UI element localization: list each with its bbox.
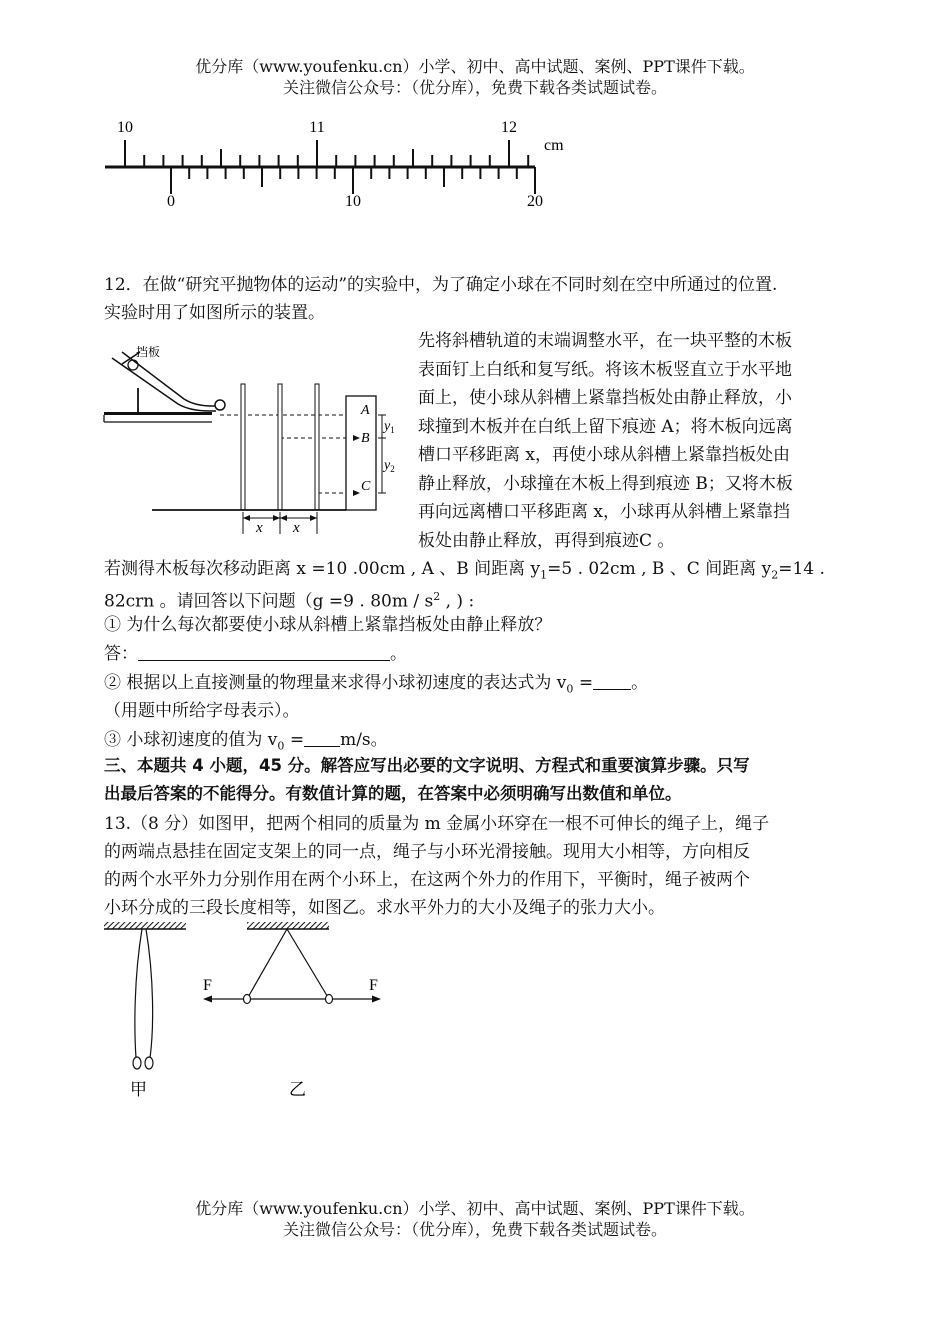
label-yi: 乙 [289, 1080, 306, 1099]
mark-A: A [361, 403, 370, 418]
mark-B: B [361, 431, 370, 446]
q13-line-2: 的两端点悬挂在固定支架上的同一点，绳子与小环光滑接触。现用大小相等，方向相反 [104, 842, 750, 862]
q12-question-1: ① 为什么每次都要使小球从斜槽上紧靠挡板处由静止释放？ [104, 615, 552, 635]
q12-right-1: 先将斜槽轨道的末端调整水平，在一块平整的木板 [418, 331, 792, 351]
label-y1: $y_1$ [384, 419, 395, 435]
header-line-1: 优分库（www.youfenku.cn）小学、初中、高中试题、案例、PPT课件下载。 [195, 57, 755, 76]
answer-blank-2[interactable] [593, 671, 631, 690]
unit-label: cm [544, 137, 564, 154]
q12-measure-1: 若测得木板每次移动距离 x =10 .00cm , A 、B 间距离 $y_1=5$ . 02cm , B 、C 间距离 $y_2=14$ . [104, 559, 825, 582]
vernier-label-10: 10 [345, 193, 361, 210]
q12-measure-2: 82crn 。请回答以下问题（g =9 . $80m / s^2$ , ) : [104, 590, 475, 612]
answer-blank-1[interactable] [138, 642, 390, 661]
q12-right-3: 面上，使小球从斜槽上紧靠挡板处由静止释放，小 [418, 388, 792, 408]
q13-line-4: 小环分成的三段长度相等，如图乙。求水平外力的大小及绳子的张力大小。 [104, 898, 665, 918]
footer-line-1: 优分库（www.youfenku.cn）小学、初中、高中试题、案例、PPT课件下载。 [195, 1199, 755, 1218]
q12-answer-1: 答： 。 [104, 644, 407, 664]
label-jia: 甲 [130, 1080, 147, 1099]
label-x-2: x [293, 520, 300, 536]
vernier-caliper-figure [95, 112, 585, 217]
q12-right-4: 球撞到木板并在白纸上留下痕迹 A；将木板向远离 [418, 416, 793, 437]
header-line-2: 关注微信公众号：（优分库），免费下载各类试题试卷。 [282, 78, 667, 97]
q12-right-6: 静止释放，小球撞在木板上得到痕迹 B；又将木板 [418, 473, 793, 494]
force-label-right: F [369, 977, 378, 994]
q12-right-2: 表面钉上白纸和复写纸。将该木板竖直立于水平地 [418, 359, 792, 380]
figure-yi [195, 918, 390, 1100]
projectile-apparatus-figure [100, 338, 412, 542]
q12-question-2: ② 根据以上直接测量的物理量来求得小球初速度的表达式为 $v_0$ = 。 [104, 673, 649, 696]
main-scale-label-10: 10 [117, 119, 133, 136]
q13-line-1: 13.（8 分）如图甲，把两个相同的质量为 m 金属小环穿在一根不可伸长的绳子上，绳子 [104, 814, 770, 834]
mark-C: C [361, 479, 371, 494]
q12-question-3: ③ 小球初速度的值为 $v_0 = m/s$。 [104, 730, 388, 753]
baffle-label: 挡板 [136, 345, 161, 359]
q12-question-2-note: （用题中所给字母表示）。 [104, 701, 300, 721]
section3-line-2: 出最后答案的不能得分。有数值计算的题，在答案中必须明确写出数值和单位。 [104, 784, 682, 803]
footer-line-2: 关注微信公众号：（优分库），免费下载各类试题试卷。 [282, 1220, 667, 1239]
vernier-label-20: 20 [527, 193, 543, 210]
force-label-left: F [203, 977, 212, 994]
q12-intro-1: 12．在做“研究平抛物体的运动”的实验中，为了确定小球在不同时刻在空中所通过的位置. [104, 275, 778, 295]
label-y2: $y_2$ [384, 458, 395, 474]
vernier-label-0: 0 [167, 193, 175, 210]
q12-right-5: 槽口平移距离 x，再使小球从斜槽上紧靠挡板处由 [418, 445, 790, 465]
figure-jia [100, 918, 192, 1100]
main-scale-label-12: 12 [501, 119, 517, 136]
answer-blank-3[interactable] [304, 728, 340, 747]
label-x-1: x [256, 520, 263, 536]
q12-right-7: 再向远离槽口平移距离 x，小球再从斜槽上紧靠挡 [418, 502, 790, 522]
section3-line-1: 三、本题共 4 小题，45 分。解答应写出必要的文字说明、方程式和重要演算步骤。只写 [104, 756, 750, 775]
q12-intro-2: 实验时用了如图所示的装置。 [104, 303, 325, 323]
main-scale-label-11: 11 [309, 119, 325, 136]
q13-line-3: 的两个水平外力分别作用在两个小环上，在这两个外力的作用下，平衡时，绳子被两个 [104, 870, 750, 890]
q12-right-8: 板处由静止释放，再得到痕迹C 。 [418, 530, 675, 551]
